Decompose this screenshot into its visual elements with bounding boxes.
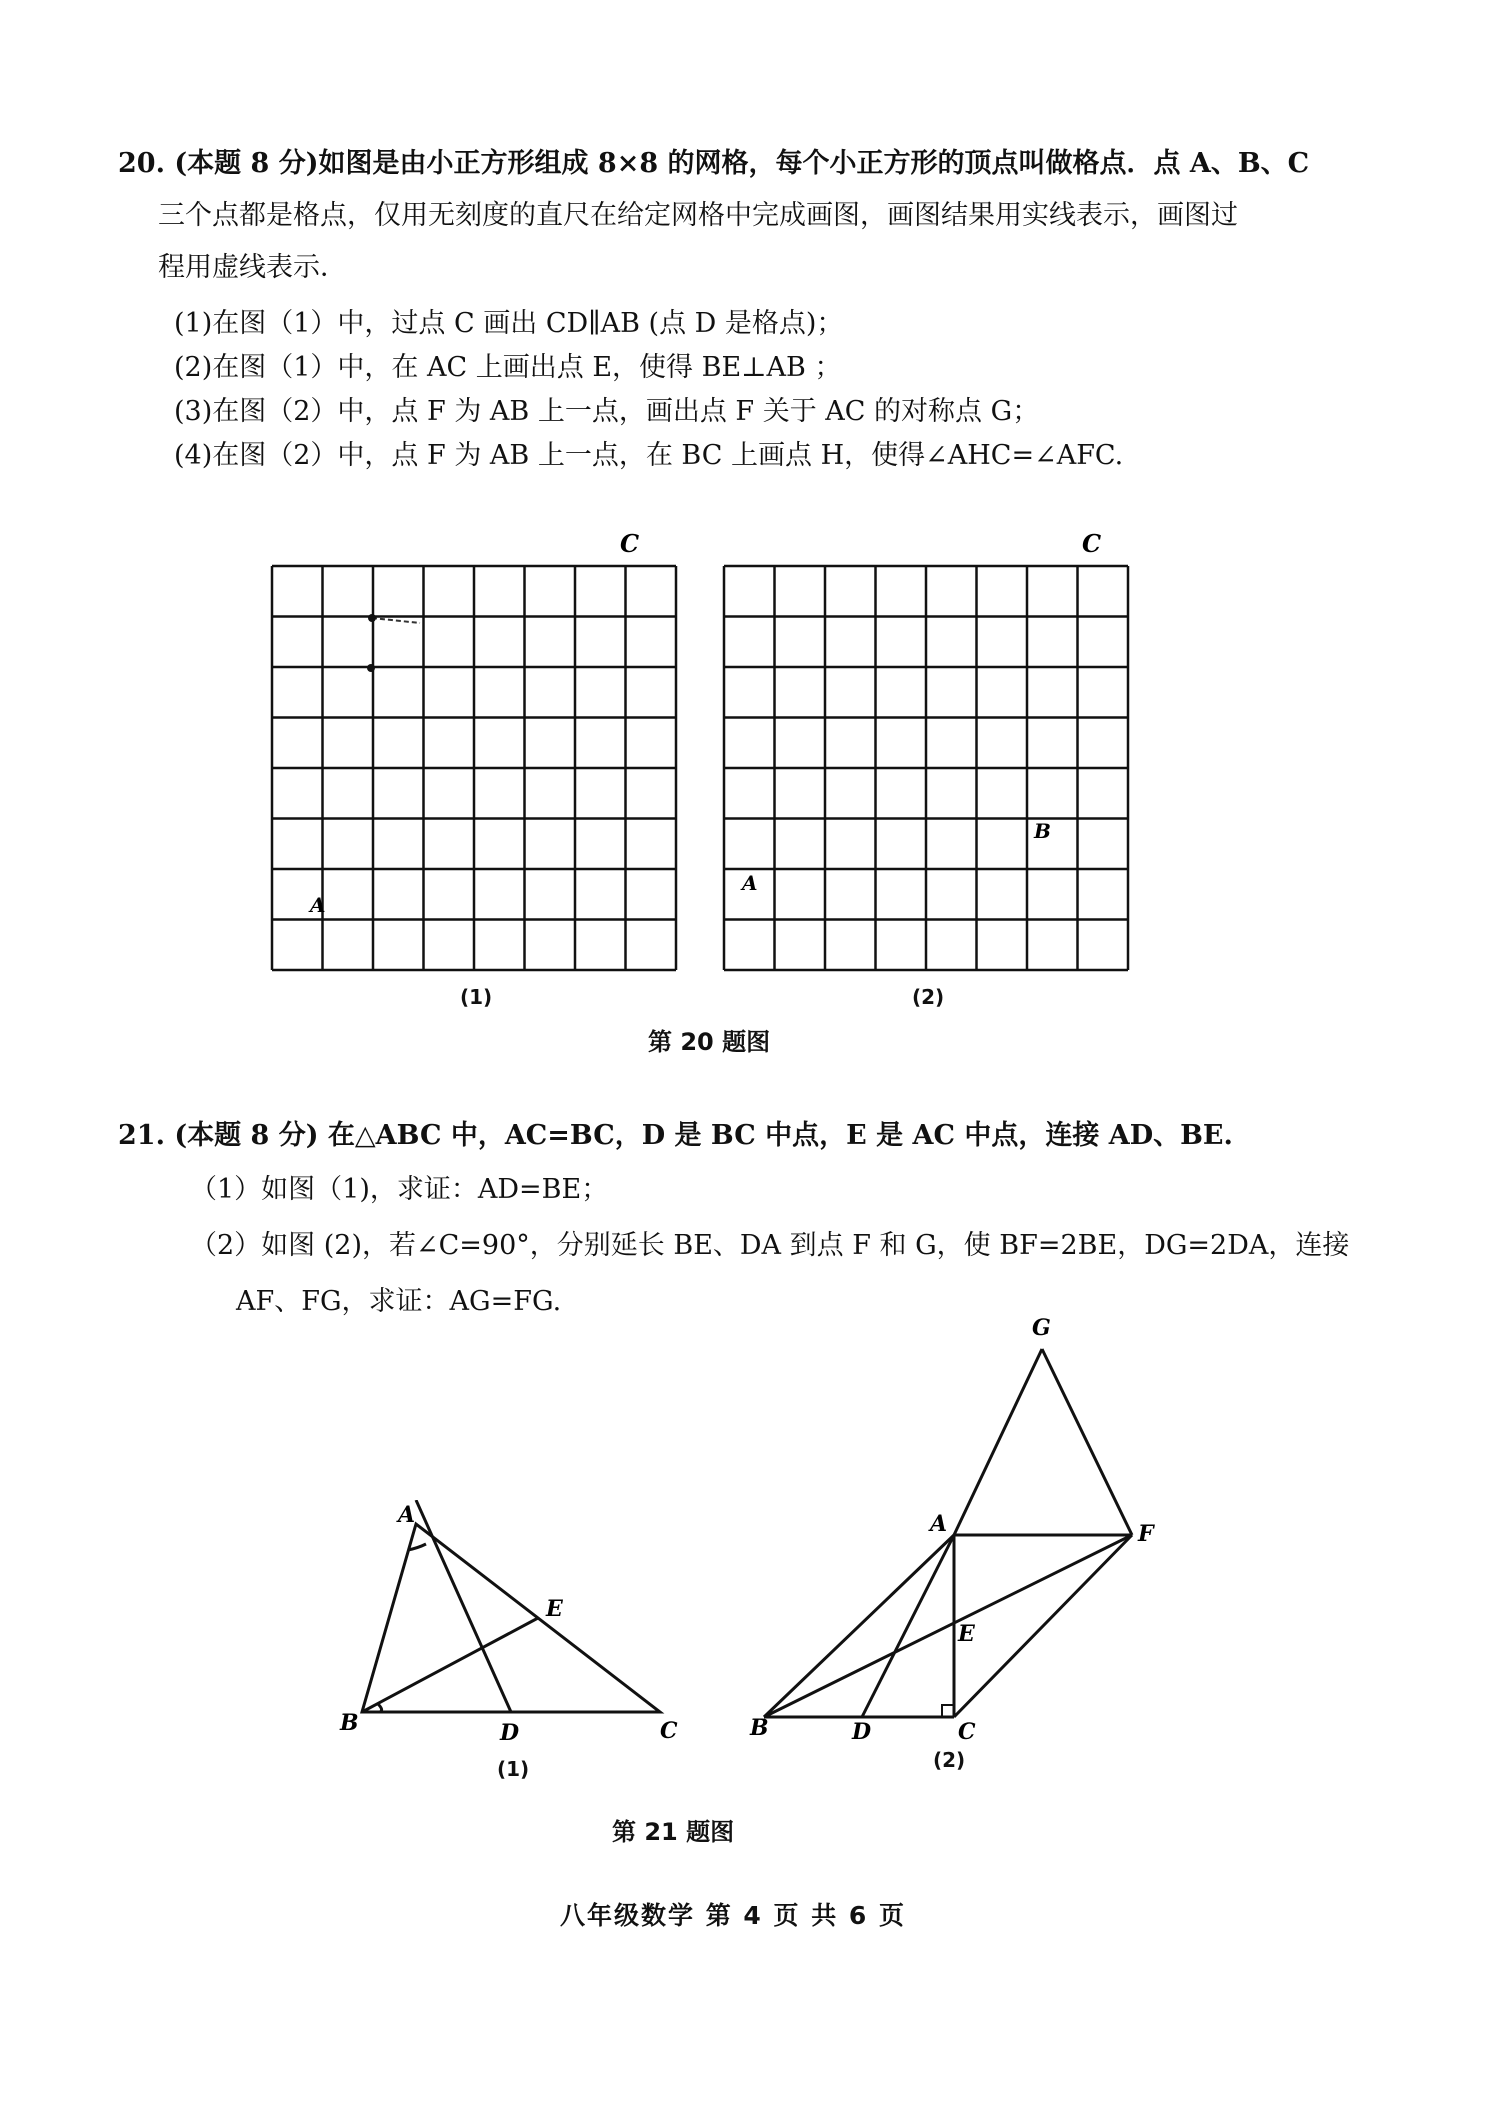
grid-1-dot-2 <box>367 664 375 672</box>
fig2-label-a: A <box>930 1511 948 1537</box>
fig2-label-d: D <box>852 1719 872 1745</box>
fig2-right-angle-c <box>942 1705 954 1717</box>
fig2-label-g: G <box>1032 1315 1051 1341</box>
q20-grid-1 <box>260 520 690 1020</box>
fig1-segment-ad <box>416 1500 511 1712</box>
fig1-segment-be <box>362 1618 538 1712</box>
grid-1-label-a: A <box>310 893 326 917</box>
q21-item2a: （2）如图 (2)，若∠C=90°，分别延长 BE、DA 到点 F 和 G，使 BF=2BE，DG=2DA，连接 <box>190 1230 1350 1261</box>
fig2-segment-cf <box>954 1535 1132 1717</box>
fig2-segment-bf <box>764 1535 1132 1717</box>
fig1-label-e: E <box>546 1596 563 1622</box>
q21-fig2-sub: (2) <box>933 1748 966 1772</box>
q20-line3: 程用虚线表示． <box>158 252 347 283</box>
q20-grid-2-sub: (2) <box>912 985 945 1009</box>
q21-item1: （1）如图（1)，求证：AD=BE； <box>190 1174 609 1205</box>
grid-1-dot-1 <box>368 614 376 622</box>
fig1-label-b: B <box>340 1710 359 1736</box>
q20-line1: 20. (本题 8 分)如图是由小正方形组成 8×8 的网格，每个小正方形的顶点叫做格点．点 A、B、C <box>118 148 1310 179</box>
fig1-label-a: A <box>398 1502 416 1528</box>
q20-item-4: (4)在图（2）中，点 F 为 AB 上一点，在 BC 上画点 H，使得∠AHC=∠AFC. <box>174 440 1124 471</box>
fig2-segment-ag <box>954 1349 1042 1535</box>
grid-1-dashed-mark <box>372 618 420 623</box>
q20-item-3: (3)在图（2）中，点 F 为 AB 上一点，画出点 F 关于 AC 的对称点 G； <box>174 396 1040 427</box>
grid-2-label-a: A <box>742 871 758 895</box>
fig2-label-e: E <box>958 1621 975 1647</box>
grid-2-lines <box>724 566 1128 970</box>
q20-grid-1-sub: (1) <box>460 985 493 1009</box>
fig2-segment-da <box>862 1535 954 1717</box>
fig2-label-f: F <box>1138 1521 1154 1547</box>
q20-grid-2 <box>712 520 1142 1020</box>
q21-fig1-sub: (1) <box>497 1757 530 1781</box>
fig1-triangle-abc <box>362 1524 660 1712</box>
fig2-label-c: C <box>958 1719 976 1745</box>
fig2-segment-ab <box>764 1535 954 1717</box>
grid-1-label-c: C <box>620 529 640 558</box>
page-footer: 八年级数学 第 4 页 共 6 页 <box>560 1901 907 1930</box>
q21-item2b: AF、FG，求证：AG=FG. <box>236 1286 562 1317</box>
q20-line2: 三个点都是格点，仅用无刻度的直尺在给定网格中完成画图，画图结果用实线表示，画图过 <box>158 200 1238 231</box>
fig1-label-d: D <box>500 1720 520 1746</box>
q21-figure-1 <box>320 1500 700 1800</box>
q21-caption: 第 21 题图 <box>612 1818 735 1846</box>
fig1-label-c: C <box>660 1718 678 1744</box>
q21-line1: 21. (本题 8 分) 在△ABC 中，AC=BC，D 是 BC 中点，E 是 AC 中点，连接 AD、BE. <box>118 1120 1233 1151</box>
q21-figure-2 <box>740 1295 1160 1765</box>
q20-item-2: (2)在图（1）中，在 AC 上画出点 E，使得 BE⊥AB ； <box>174 352 842 383</box>
grid-2-label-c: C <box>1082 529 1102 558</box>
q20-item-1: (1)在图（1）中，过点 C 画出 CD∥AB (点 D 是格点)； <box>174 308 844 339</box>
q20-caption: 第 20 题图 <box>648 1028 771 1056</box>
fig2-label-b: B <box>750 1715 769 1741</box>
grid-1-lines <box>272 566 676 970</box>
grid-2-label-b: B <box>1034 819 1051 843</box>
fig2-segment-gf <box>1042 1349 1132 1535</box>
